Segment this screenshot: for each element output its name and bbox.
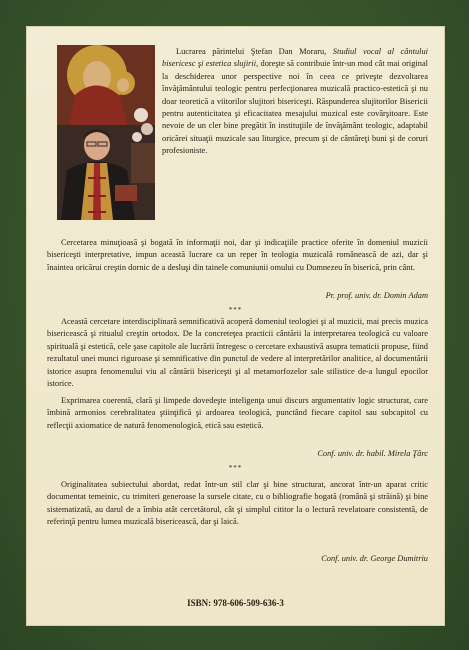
signature-1: Pr. prof. univ. dr. Domin Adam xyxy=(325,291,428,300)
signature-3: Conf. univ. dr. George Dumitriu xyxy=(321,554,428,563)
book-title: Studiul vocal al cântului bisericesc şi estetica slujirii xyxy=(162,47,428,69)
paragraph-originality: Originalitatea subiectului abordat, redat într-un stil clar şi bine structurat, ancorat într-un aparat critic documentat temeinic, cu trimiteri generoase la sursele citate, cu o bibliografie bogată (română şi străină) şi bine sistematizată, au darul de a îmbia atât cercetătorul, cât şi simplul cititor la o lectură revelatoare consistentă, de referinţă pentru lumea muzicală bisericească, dar şi laică. xyxy=(47,480,428,527)
text-panel xyxy=(27,27,444,625)
separator-2: *** xyxy=(228,464,243,472)
author-photo xyxy=(57,45,155,220)
isbn-code: ISBN: 978-606-509-636-3 xyxy=(187,598,284,608)
paragraph-expression: Exprimarea coerentă, clară şi limpede dovedeşte inteligenţa unui discurs argumentativ logic structurat, care îmbină armonios cerebralitatea ştiinţifică şi ardoarea teologică, punctând fiecare capitol sau subcapitol cu reflecţii axiomatice de natură fenomenologică, etică sau estetică. xyxy=(47,396,428,430)
paragraph-interdisciplinary: Această cercetare interdisciplinară semnificativă acoperă domeniul teologiei şi al muzicii, mai precis muzica bisericească şi ritualul creştin ortodox. De la concreteţea practicii cântării la interpretarea teologică cu valoare spirituală şi estetică, cele şase capitole ale lucrării întregesc o cercetare exhaustivă asupra tematicii propuse, fiind rezultatul unei munci riguroase şi semnificative din punctul de vedere al interpretărilor analitice, al documentării istorice asupra fenomenului viu al cântării bisericeşti şi al metamorfozelor sale stilistice de-a lungul epocilor istorice. xyxy=(47,317,428,389)
paragraph-research: Cercetarea minuţioasă şi bogată în informaţii noi, dar şi indicaţiile practice oferite în domeniul muzicii bisericeşti interpretative, impun această lucrare ca un reper în teologia muzicală românească de azi, dar şi înaintea oricărui creştin dornic de a desluşi din tainele comuniunii omului cu Dumnezeu în biserică, prin cânt. xyxy=(47,238,428,272)
separator-1: *** xyxy=(228,306,243,314)
signature-2: Conf. univ. dr. habil. Mirela Ţârc xyxy=(317,449,428,458)
intro-paragraph: Lucrarea părintelui Ştefan Dan Moraru, Studiul vocal al cântului bisericesc şi estetica slujirii, doreşte să contribuie într-un mod cât mai original la deschiderea unor perspective noi în ceea ce priveşte dezvoltarea învăţământului teologic pentru perfecţionarea muzicală practico-estetică şi nu doar teoretică a viitorilor slujitori bisericeşti. Răspunderea slujitorilor Bisericii pentru autenticitatea şi eficacitatea mesajului muzical este covârşitoare. Este nevoie de un cler bine pregătit în instituţiile de învăţământ teologic, adaptabil oricărei situaţii muzicale sau liturgice, precum şi de cântăreţi buni şi de coruri profesioniste. xyxy=(162,47,428,156)
